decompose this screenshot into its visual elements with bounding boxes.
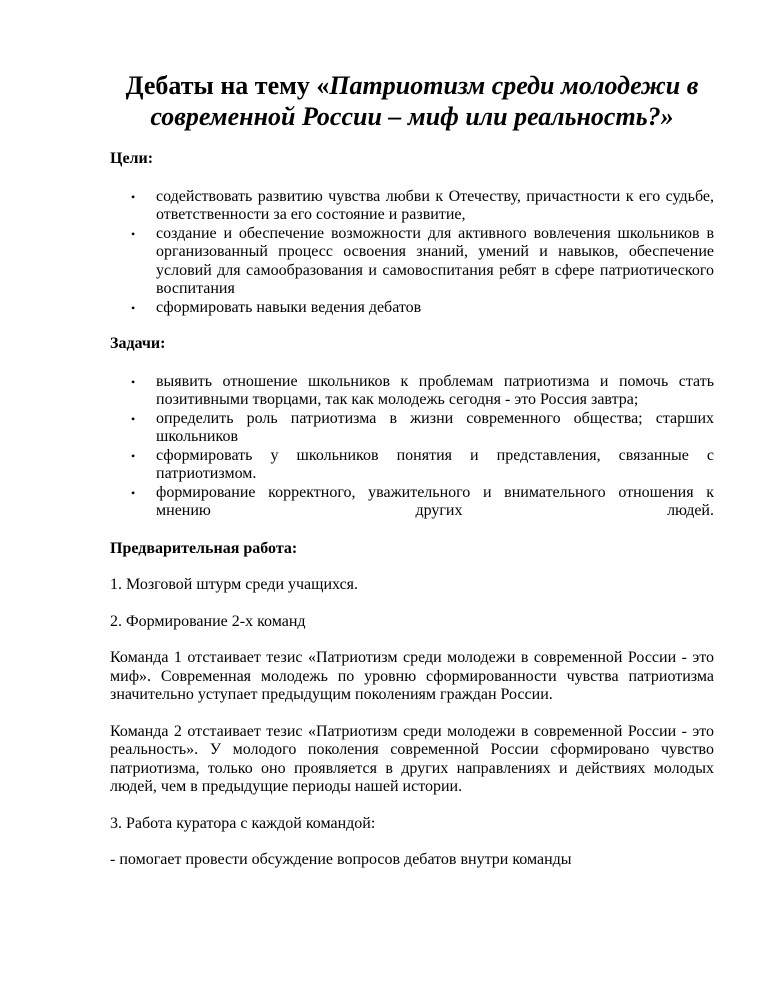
task-text: сформировать у школьников понятия и представления, связанные с патриотизмом. xyxy=(156,446,714,482)
bullet-icon: • xyxy=(131,189,136,204)
task-text: выявить отношение школьников к проблемам патриотизма и помочь стать позитивными творцами, так как молодежь сегодня - это Россия завтра; xyxy=(156,372,714,408)
task-item xyxy=(110,447,714,484)
goal-item xyxy=(110,188,714,225)
task-item xyxy=(110,484,714,521)
goal-text: содействовать развитию чувства любви к Отечеству, причастности к его судьбе, ответственности за его состояние и развитие, xyxy=(156,187,714,223)
tasks-heading: Задачи: xyxy=(110,335,166,352)
team-2-description: Команда 2 отстаивает тезис «Патриотизм среди молодежи в современной России - это реальность». У молодого поколения современной России сформировано чувство патриотизма, только оно проявляется в других направлениях и действиях молодых людей, чем в предыдущие периоды нашей истории. xyxy=(110,722,714,795)
team-1-description: Команда 1 отстаивает тезис «Патриотизм среди молодежи в современной России - это миф». Современная молодежь по уровню сформированности чувства патриотизма значительно уступает предыдущим поколениям граждан России. xyxy=(110,649,714,703)
bullet-icon: • xyxy=(131,485,136,500)
title-prefix: Дебаты на тему « xyxy=(125,71,330,100)
prep-step-2: 2. Формирование 2-х команд xyxy=(110,612,306,630)
goal-item xyxy=(110,225,714,299)
document-content xyxy=(110,70,714,870)
title-topic: Патриотизм среди молодежи в современной России – миф или реальность?» xyxy=(150,71,699,131)
prep-heading: Предварительная работа: xyxy=(110,539,298,557)
prep-step-3: 3. Работа куратора с каждой командой: xyxy=(110,814,376,832)
tasks-list xyxy=(110,373,714,521)
bullet-icon: • xyxy=(131,374,136,389)
bullet-icon: • xyxy=(131,226,136,241)
prep-step-3-item: - помогает провести обсуждение вопросов дебатов внутри команды xyxy=(110,851,572,868)
task-item xyxy=(110,373,714,410)
document-title xyxy=(110,70,714,132)
prep-step-1: 1. Мозговой штурм среди учащихся. xyxy=(110,576,359,593)
goal-text: сформировать навыки ведения дебатов xyxy=(156,298,422,316)
task-text: определить роль патриотизма в жизни современного общества; старших школьников xyxy=(156,409,714,445)
goals-list xyxy=(110,188,714,318)
bullet-icon: • xyxy=(131,448,136,463)
task-item xyxy=(110,410,714,447)
goal-item xyxy=(110,299,714,318)
goal-text: создание и обеспечение возможности для активного вовлечения школьников в организованный процесс освоения знаний, умений и навыков, обеспечение условий для самообразования и самовоспитания ребят в сфере патриотического воспитания xyxy=(156,224,714,297)
bullet-icon: • xyxy=(131,300,136,315)
goals-heading: Цели: xyxy=(110,150,154,167)
task-text: формирование корректного, уважительного и внимательного отношения к мнению других людей. xyxy=(156,483,714,519)
bullet-icon: • xyxy=(131,411,136,426)
